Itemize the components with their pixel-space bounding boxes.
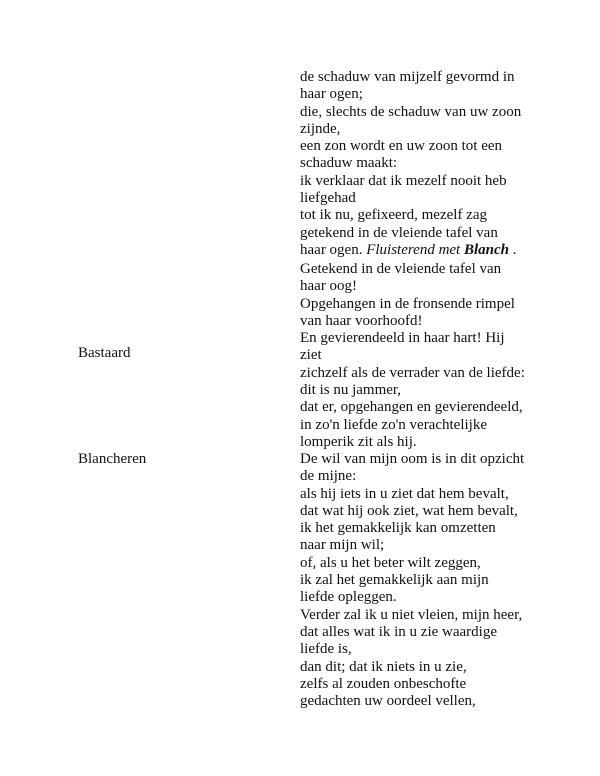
verse-line: ziet (300, 347, 322, 364)
verse-line: dat er, opgehangen en gevierendeeld, (300, 399, 523, 416)
speech-1-text (300, 69, 530, 259)
verse-line: als hij iets in u ziet dat hem bevalt, (300, 485, 509, 502)
verse-line: of, als u het beter wilt zeggen, (300, 554, 481, 571)
verse-line: liefgehad (300, 190, 356, 207)
verse-line: ik verklaar dat ik mezelf nooit heb (300, 172, 507, 189)
verse-line-with-stage-direction (300, 242, 530, 259)
speech-2-text (300, 261, 530, 451)
stage-direction-text: Fluisterend met (366, 241, 464, 258)
verse-line: Opgehangen in de fronsende rimpel (300, 295, 515, 312)
verse-line: dat wat hij ook ziet, wat hem bevalt, (300, 502, 518, 519)
verse-line: getekend in de vleiende tafel van (300, 224, 498, 241)
verse-line: liefde is, (300, 641, 352, 658)
verse-line: gedachten uw oordeel vellen, (300, 693, 476, 710)
verse-line: de schaduw van mijzelf gevormd in (300, 69, 515, 85)
verse-line: schaduw maakt: (300, 155, 398, 172)
verse-line: haar ogen; (300, 86, 363, 103)
verse-line: zijnde, (300, 120, 341, 137)
verse-line: lomperik zit als hij. (300, 433, 417, 450)
verse-line: zelfs al zouden onbeschofte (300, 675, 467, 692)
verse-line: van haar voorhoofd! (300, 312, 423, 329)
verse-line: De wil van mijn oom is in dit opzicht (300, 451, 525, 467)
verse-line: ik zal het gemakkelijk aan mijn (300, 572, 489, 589)
verse-line: dit is nu jammer, (300, 382, 402, 399)
stage-direction (366, 242, 509, 258)
verse-line: En gevierendeeld in haar hart! Hij (300, 330, 505, 347)
verse-line: in zo'n liefde zo'n verachtelijke (300, 416, 487, 433)
verse-line: dan dit; dat ik niets in u zie, (300, 658, 467, 675)
verse-text: haar ogen. (300, 241, 367, 258)
verse-line: die, slechts de schaduw van uw zoon (300, 103, 522, 120)
verse-line: dat alles wat ik in u zie waardige (300, 623, 498, 640)
verse-line: ik het gemakkelijk kan omzetten (300, 520, 496, 537)
stage-direction-character: Blanch (463, 241, 509, 258)
verse-line: tot ik nu, gefixeerd, mezelf zag (300, 207, 488, 224)
stage-direction-end: . (509, 241, 517, 258)
verse-line: haar oog! (300, 278, 358, 295)
verse-line: Verder zal ik u niet vleien, mijn heer, (300, 606, 523, 623)
speaker-name-blancheren: Blancheren (78, 451, 147, 467)
verse-line: een zon wordt en uw zoon tot een (300, 138, 503, 155)
verse-line: naar mijn wil; (300, 537, 385, 554)
speaker-name-bastaard: Bastaard (78, 345, 131, 361)
verse-line: Getekend in de vleiende tafel van (300, 261, 502, 277)
speech-3-text (300, 451, 530, 710)
verse-line: de mijne: (300, 468, 357, 485)
verse-line: liefde opleggen. (300, 589, 397, 606)
verse-line: zichzelf als de verrader van de liefde: (300, 364, 525, 381)
